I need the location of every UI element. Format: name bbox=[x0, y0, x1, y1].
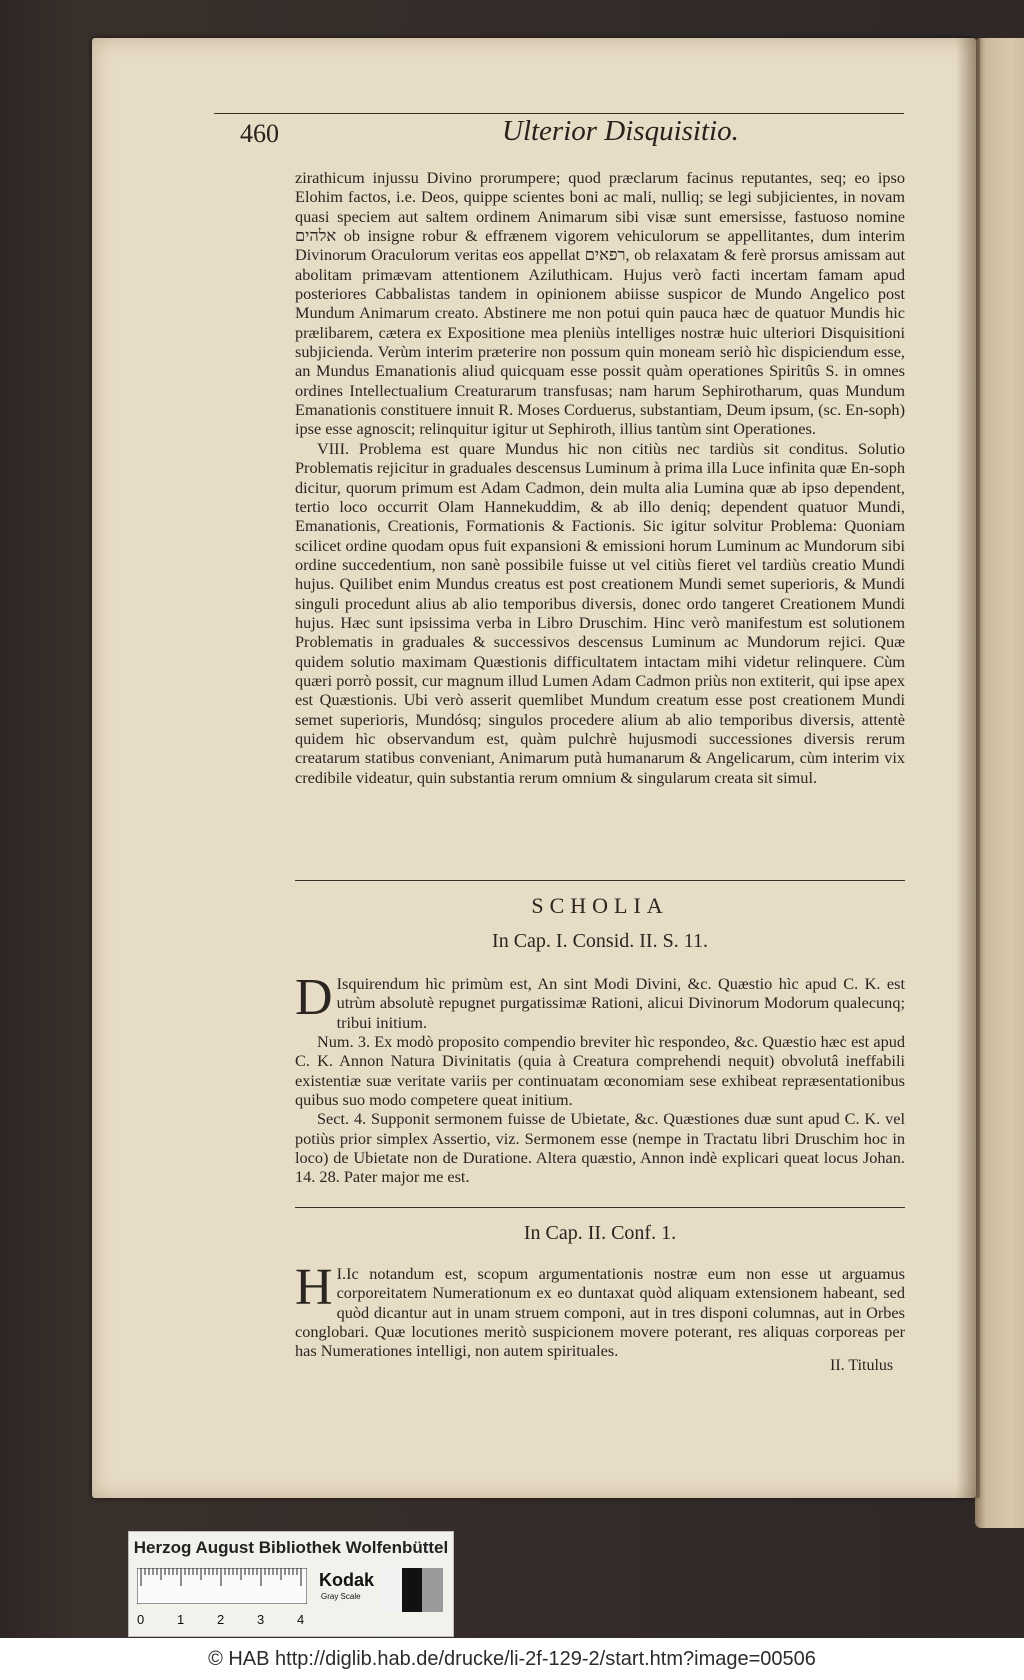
section-heading: In Cap. I. Consid. II. S. 11. bbox=[492, 930, 708, 952]
running-head bbox=[240, 113, 900, 153]
ruler-number: 4 bbox=[297, 1612, 305, 1627]
copyright-footer: © HAB http://diglib.hab.de/drucke/li-2f-129-2/start.htm?image=00506 bbox=[0, 1638, 1024, 1680]
running-title: Ulterior Disquisitio. bbox=[502, 115, 739, 147]
catchword: II. Titulus bbox=[830, 1357, 894, 1374]
section-heading: In Cap. II. Conf. 1. bbox=[523, 1222, 677, 1244]
body-paragraph: VIII. Problema est quare Mundus hic non citiùs nec tardiùs sit conditus. Solutio Problematis rejicitur in graduales descensus Luminum à prima illa Luce infinita quæ En-soph dicitur, quorum primum est Adam Cadmon, dein multa alia Lumina quæ ab ipso dependent, tertio loco occurrit Olam Hannekuddim, & ab illo deniq; dependent quatuor Mundi, Emanationis, Creationis, Formationis & Factionis. Sic igitur solvitur Problema: Quoniam scilicet ordine quodam opus fuit expansioni & emissioni horum Luminum ac Mundorum sibi ordine succedentium, non sanè possibile fuisse ut vel citiùs fieret vel tardiùs creatio Mundi hujus. Quilibet enim Mundus creatus est post creationem Mundi semet superioris, & Mundi singuli procedunt alius ab alio temporibus diversis, donec ordo tangeret Creationem Mundi hujus. Hæc sunt ipsissima verba in Libro Druschim. Hinc verò manifestum est solutionem Problematis in graduales & successivos descensus Luminum ac Mundorum rejici. Quæ quidem solutio maximam Quæstionis difficultatem intactam mihi videtur relinquere. Cùm quæri porrò possit, cur magnum illud Lumen Adam Cadmon priùs non extiterit, qui ipse apex est Quæstionis. Ubi verò asserit quemlibet Mundum creatum esse post creationem Mundi semet superioris, Mundósq; singulos procedere alium ab alio temporibus diversis, attentè quidem hìc observandum est, quàm pulchrè hujusmodi successiones diversis rerum creatarum statibus conveniant, Animarum putà humanarum & Angelicarum, cùm interim vix credibile videatur, quin substantia rerum omnium & singularum creata sit simul. bbox=[295, 438, 905, 787]
scholia-paragraph-text: Isquirendum hìc primùm est, An sint Modi Divini, &c. Quæstio hìc apud C. K. est utrùm absolutè repugnet purgatissimæ Rationi, alicui Divinorum Modorum qualecunq; tribui initium. bbox=[336, 974, 905, 1032]
swatch-white bbox=[381, 1568, 402, 1612]
scholia-title: SCHOLIA bbox=[531, 893, 669, 918]
facing-page-edge bbox=[975, 38, 1024, 1528]
paragraph-number: I. bbox=[336, 1264, 347, 1283]
scholia-paragraph: Sect. 4. Supponit sermonem fuisse de Ubietate, &c. Quæstiones duæ sunt apud C. K. vel potiùs prior simplex Assertio, viz. Sermonem esse (nempe in Tractatu libri Druschim hoc in loco) de Ubietate non de Duratione. Altera quæstio, Annon indè explicari queat locus Johan. 14. 28. Pater major me est. bbox=[295, 1109, 905, 1187]
swatch-black bbox=[402, 1568, 423, 1612]
scholia-section-1 bbox=[295, 969, 905, 1187]
page-gutter bbox=[956, 38, 980, 1498]
scholia-paragraph bbox=[295, 969, 905, 1032]
ruler-number: 3 bbox=[257, 1612, 265, 1627]
scholia-paragraph: Num. 3. Ex modò proposito compendio breviter hìc respondeo, &c. Quæstio hæc est apud C. K. Annon Natura Divinitatis (quia à Creatura comprehendi nequit) obvolutâ ineffabili existentiæ suæ veritate variis per continuatam œconomiam sese exhibeat repræsentationibus quibus suo modo competere queat initium. bbox=[295, 1032, 905, 1110]
scholia-section-2 bbox=[295, 1259, 905, 1361]
section-rule bbox=[295, 880, 905, 881]
section-rule bbox=[295, 1207, 905, 1208]
kodak-logo: Kodak bbox=[319, 1570, 375, 1590]
main-text bbox=[295, 168, 905, 787]
measurement-ruler bbox=[137, 1568, 307, 1604]
swatch-gray bbox=[422, 1568, 443, 1612]
ruler-number: 0 bbox=[137, 1612, 145, 1627]
body-paragraph: zirathicum injussu Divino prorumpere; quod præclarum facinus reputantes, seq; eo ipso Elohim factos, i.e. Deos, quippe scientes boni ac mali, nulliq; se legi subjicientes, in novam quasi speciem aut saltem ordinem Animarum sibi visæ sunt emersisse, fastuoso nomine אלהים ob insigne robur & effrænem vigorem vehiculorum se appellitantes, dum interim Divinorum Oraculorum veritas eos appellat רפאים, ob relaxatam & ferè prorsus amissam aut abolitam primævam attentionem Aziluthicam. Hujus verò facti incertam famam apud posteriores Cabbalistas tandem in opinionem abiisse suspicor de Mundo Angelico post Mundum Animarum creato. Abstinere me non potui quin pauca hæc de quatuor Mundis hic prælibarem, cætera ex Expositione mea pleniùs intelliges nostræ huic ulteriori Disquisitioni subjicienda. Verùm interim præterire non possum quin moneam seriò hìc dispiciendum esse, an Mundus Emanationis aliud quicquam esse possit quàm operationes Spiritûs S. in omnes ordines Intellectualium Creaturarum transfusas; nam harum Sephirotharum, quas Mundum Emanationis constituere innuit R. Moses Corduerus, substantiam, Deum ipsum, (sc. En-soph) ipse esse agnoscit; relinquitur igitur ut Sephiroth, illius tantùm sint Operationes. bbox=[295, 168, 905, 439]
scholia-paragraph-text: Ic notandum est, scopum argumentationis nostræ eum non esse ut arguamus corporeitatem Numerationum ex eo duntaxat quòd aliquam extensionem habeant, sed quòd dicantur aut in unam struem componi, aut in tres disponi columnas, aut in Orbes conglobari. Quæ locutiones meritò suspicionem movere poterant, res aliquas corporeas per has Numerationes intelligi, non autem spirituales. bbox=[295, 1264, 905, 1361]
library-name: Herzog August Bibliothek Wolfenbüttel bbox=[133, 1538, 449, 1557]
drop-cap: H bbox=[295, 1259, 333, 1316]
gray-swatches bbox=[381, 1568, 443, 1612]
ruler-number: 1 bbox=[177, 1612, 185, 1627]
color-calibration-card bbox=[128, 1531, 454, 1637]
scholia-paragraph bbox=[295, 1259, 905, 1361]
ruler-number: 2 bbox=[217, 1612, 225, 1627]
drop-cap: D bbox=[295, 969, 333, 1026]
page-number: 460 bbox=[240, 119, 279, 148]
gray-scale-label: Gray Scale bbox=[321, 1592, 361, 1601]
